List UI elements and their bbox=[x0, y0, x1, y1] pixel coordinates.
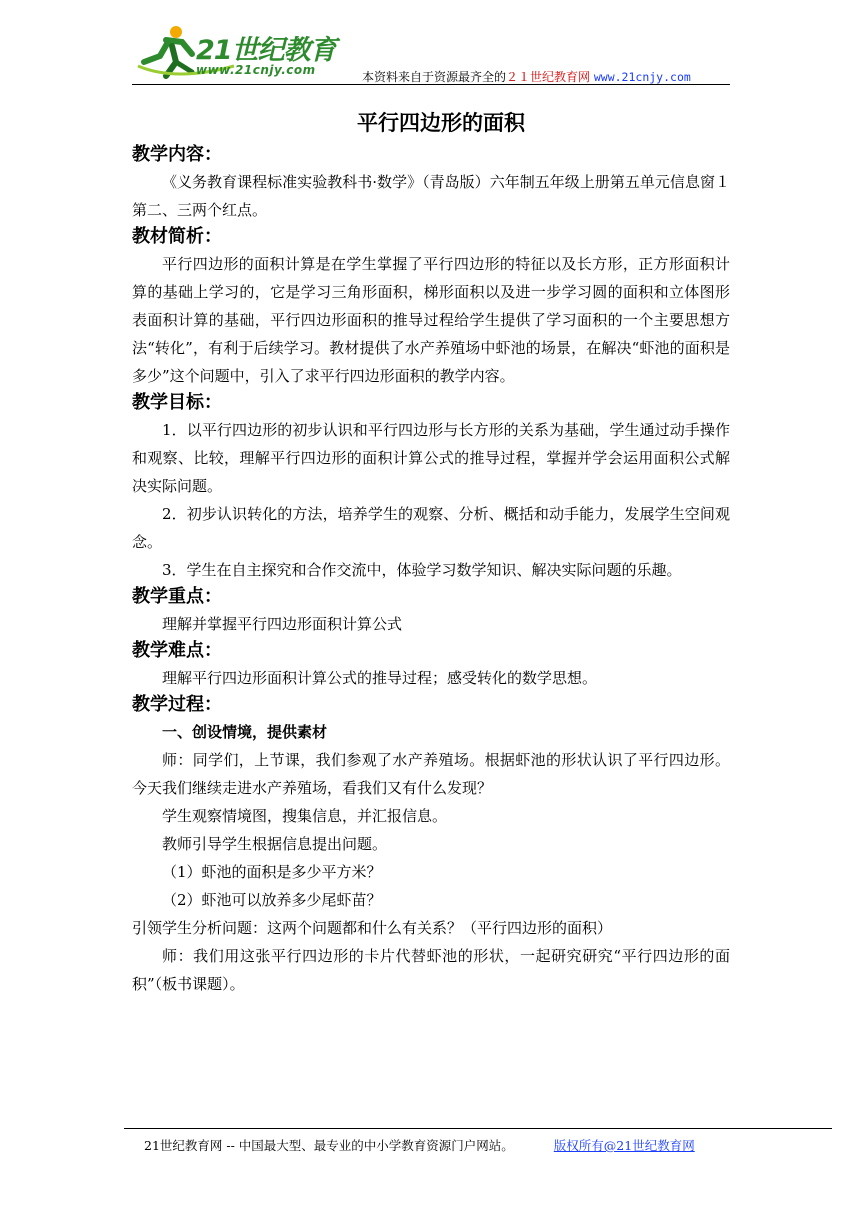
key-paragraph: 理解并掌握平行四边形面积计算公式 bbox=[162, 615, 403, 633]
step-1-heading: 一、创设情境，提供素材 bbox=[162, 723, 328, 741]
footer-copyright-link[interactable]: 版权所有@21世纪教育网 bbox=[553, 1138, 695, 1153]
goal-item-2: 2．初步认识转化的方法，培养学生的观察、分析、概括和动手能力，发展学生空间观念。 bbox=[132, 505, 730, 551]
footer-site-description: 21世纪教育网 -- 中国最大型、最专业的中小学教育资源门户网站。 bbox=[144, 1138, 514, 1153]
header-brand-link[interactable]: ２１世纪教育网 bbox=[506, 70, 591, 84]
goal-item-3: 3．学生在自主探究和合作交流中，体验学习数学知识、解决实际问题的乐趣。 bbox=[162, 561, 682, 579]
process-paragraph: 师：我们用这张平行四边形的卡片代替虾池的形状，一起研究研究“平行四边形的面积”（板书课题）。 bbox=[132, 947, 730, 993]
section-heading-content: 教学内容： bbox=[132, 144, 222, 165]
footer-divider bbox=[124, 1128, 832, 1129]
process-paragraph: 引领学生分析问题：这两个问题都和什么有关系？（平行四边形的面积） bbox=[132, 919, 613, 937]
header-note-prefix: 本资料来自于资源最齐全的 bbox=[362, 70, 507, 84]
document-body bbox=[132, 100, 730, 998]
section-heading-goals: 教学目标： bbox=[132, 392, 222, 413]
document-title: 平行四边形的面积 bbox=[357, 110, 525, 135]
section-heading-key: 教学重点： bbox=[132, 586, 222, 607]
content-paragraph: 《义务教育课程标准实验教科书·数学》（青岛版）六年制五年级上册第五单元信息窗１第二、三两个红点。 bbox=[132, 173, 730, 219]
logo-wordmark: 21世纪教育 bbox=[196, 35, 336, 66]
process-paragraph: 学生观察情境图，搜集信息，并汇报信息。 bbox=[162, 807, 448, 825]
page-footer bbox=[144, 1136, 695, 1154]
header-url-link[interactable]: www.21cnjy.com bbox=[593, 70, 691, 84]
analysis-paragraph: 平行四边形的面积计算是在学生掌握了平行四边形的特征以及长方形，正方形面积计算的基础上学习的，它是学习三角形面积，梯形面积以及进一步学习圆的面积和立体图形表面积计算的基础，平行四边形面积的推导过程给学生提供了学习面积的一个主要思想方法“转化”，有利于后续学习。教材提供了水产养殖场中虾池的场景，在解决“虾池的面积是多少”这个问题中，引入了求平行四边形面积的教学内容。 bbox=[132, 255, 730, 385]
section-heading-difficulty: 教学难点： bbox=[132, 640, 222, 661]
header-divider bbox=[132, 84, 730, 85]
page-header bbox=[0, 0, 860, 96]
header-source-note bbox=[362, 68, 691, 85]
section-heading-process: 教学过程： bbox=[132, 694, 222, 715]
goal-item-1: 1．以平行四边形的初步认识和平行四边形与长方形的关系为基础，学生通过动手操作和观察、比较，理解平行四边形的面积计算公式的推导过程，掌握并学会运用面积公式解决实际问题。 bbox=[132, 421, 730, 495]
process-paragraph: 师：同学们，上节课，我们参观了水产养殖场。根据虾池的形状认识了平行四边形。今天我们继续走进水产养殖场，看我们又有什么发现？ bbox=[132, 751, 730, 797]
logo-url: www.21cnjy.com bbox=[196, 63, 316, 77]
question-item-2: （2）虾池可以放养多少尾虾苗？ bbox=[162, 891, 382, 909]
difficulty-paragraph: 理解平行四边形面积计算公式的推导过程；感受转化的数学思想。 bbox=[162, 669, 598, 687]
question-item-1: （1）虾池的面积是多少平方米？ bbox=[162, 863, 382, 881]
section-heading-analysis: 教材简析： bbox=[132, 226, 222, 247]
process-paragraph: 教师引导学生根据信息提出问题。 bbox=[162, 835, 388, 853]
